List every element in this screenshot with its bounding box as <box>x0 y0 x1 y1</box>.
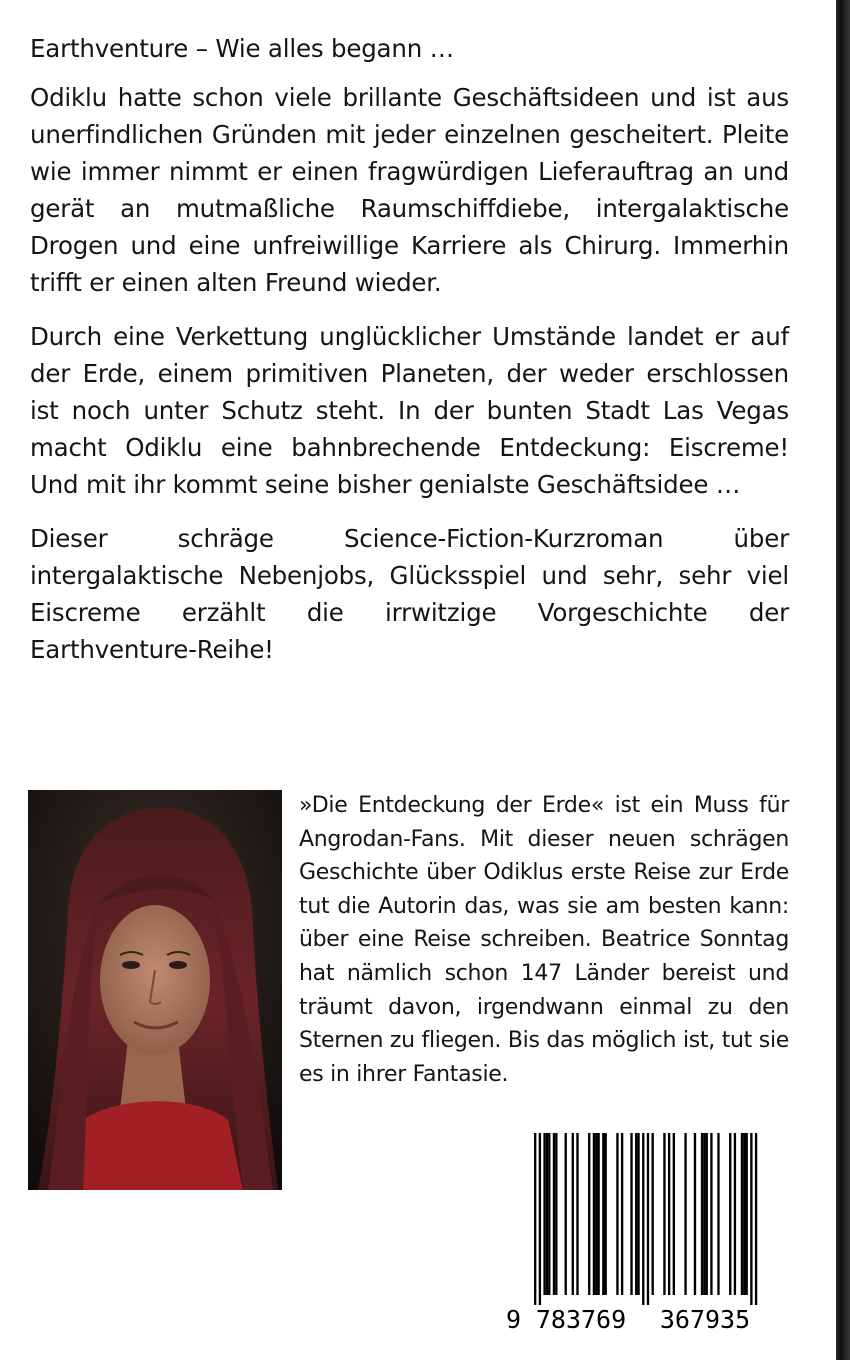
barcode-bar <box>539 1133 541 1305</box>
barcode-bar <box>750 1133 752 1305</box>
barcode-bars <box>506 1133 768 1305</box>
barcode-bar <box>621 1133 623 1295</box>
barcode-bar <box>734 1133 736 1295</box>
isbn-lead-digit: 9 <box>506 1305 522 1334</box>
barcode-bar <box>663 1133 665 1295</box>
barcode-bar <box>684 1133 686 1295</box>
barcode-bar <box>652 1133 654 1295</box>
barcode-bar <box>743 1133 745 1295</box>
barcode-bar <box>616 1133 618 1295</box>
barcode-bar <box>741 1133 743 1295</box>
barcode-bar <box>572 1133 574 1295</box>
barcode-bar <box>576 1133 578 1295</box>
barcode-bar <box>635 1133 637 1295</box>
book-spine-edge <box>836 0 850 1360</box>
barcode-bar <box>710 1133 712 1295</box>
barcode-bar <box>630 1133 632 1295</box>
barcode-bar <box>668 1133 670 1295</box>
barcode-bar <box>595 1133 597 1295</box>
barcode-bar <box>597 1133 599 1295</box>
blurb-heading: Earthventure – Wie alles begann … <box>30 34 454 63</box>
barcode-bar <box>706 1133 708 1295</box>
blurb-paragraph-3: Dieser schräge Science-Fiction-Kurzroman über intergalaktische Nebenjobs, Glücksspiel und sehr, sehr viel Eiscreme erzählt die irrwitzige Vorgeschichte der Earthventure-Reihe! <box>30 524 789 664</box>
isbn-group-left: 783769 <box>535 1305 627 1334</box>
isbn-barcode <box>506 1133 768 1337</box>
barcode-bar <box>548 1133 550 1295</box>
barcode-bar <box>717 1133 719 1295</box>
blurb-paragraph-2: Durch eine Verkettung unglücklicher Umstände landet er auf der Erde, einem primitiven Planeten, der weder erschlossen ist noch unter Schutz steht. In der bunten Stadt Las Vegas macht Odiklu eine bahnbrechende Entdeckung: Eiscreme! Und mit ihr kommt seine bisher genialste Geschäftsidee … <box>30 322 789 499</box>
barcode-bar <box>729 1133 731 1295</box>
barcode-bar <box>647 1133 649 1305</box>
isbn-group-right: 367935 <box>659 1305 751 1334</box>
barcode-bar <box>703 1133 705 1295</box>
barcode-bar <box>605 1133 607 1295</box>
blurb-text <box>30 30 789 685</box>
barcode-bar <box>546 1133 548 1295</box>
barcode-bar <box>673 1133 675 1295</box>
barcode-bar <box>588 1133 590 1295</box>
barcode-bar <box>701 1133 703 1295</box>
barcode-bar <box>602 1133 604 1295</box>
barcode-bar <box>642 1133 644 1305</box>
barcode-bar <box>746 1133 748 1295</box>
barcode-bar <box>543 1133 545 1295</box>
author-photo <box>28 790 282 1190</box>
blurb-paragraph-1: Odiklu hatte schon viele brillante Geschäftsideen und ist aus unerfindlichen Gründen mit jeder einzelnen gescheitert. Pleite wie immer nimmt er einen fragwürdigen Lieferauftrag an und gerät an mutmaßliche Raumschiffdiebe, intergalaktische Drogen und eine unfreiwillige Karriere als Chirurg. Immerhin trifft er einen alten Freund wieder. <box>30 83 789 297</box>
isbn-number <box>506 1305 768 1335</box>
barcode-bar <box>553 1133 555 1295</box>
barcode-bar <box>534 1133 536 1305</box>
barcode-bar <box>637 1133 639 1295</box>
barcode-bar <box>555 1133 557 1295</box>
author-bio: »Die Entdeckung der Erde« ist ein Muss für Angrodan-Fans. Mit dieser neuen schrägen Geschichte über Odiklus erste Reise zur Erde tut die Autorin das, was sie am besten kann: über eine Reise schreiben. Beatrice Sonntag hat nämlich schon 147 Länder bereist und träumt davon, irgendwann einmal zu den Sternen zu fliegen. Bis das möglich ist, tut sie es in ihrer Fantasie. <box>299 793 789 1087</box>
barcode-bar <box>755 1133 757 1305</box>
barcode-bar <box>694 1133 696 1295</box>
barcode-bar <box>593 1133 595 1295</box>
barcode-bar <box>565 1133 567 1295</box>
